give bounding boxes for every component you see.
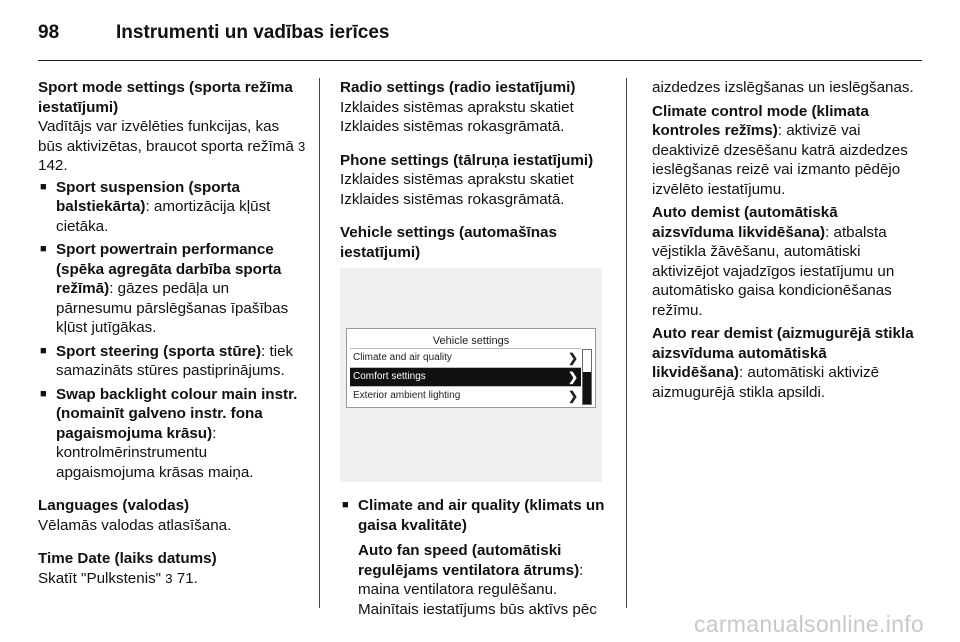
time-date-text: Skatīt "Pulkstenis"	[38, 569, 162, 587]
watermark: carmanualsonline.info	[693, 611, 924, 637]
header-rule	[38, 60, 922, 61]
sport-mode-text: Vadītājs var izvēlēties funkcijas, kas būs aktivizētas, braucot sporta režīmā	[38, 118, 294, 155]
chevron-right-icon: ❯	[567, 370, 578, 384]
auto-fan-heading: Auto fan speed (automātiski regulējams ventilatora ātrums)	[358, 542, 580, 579]
time-date-section	[38, 549, 306, 588]
radio-heading: Radio settings (radio iestatījumi)	[340, 79, 576, 96]
column-3	[652, 78, 914, 406]
radio-section	[340, 78, 612, 137]
climate-control-mode-heading: Climate control mode (klimata kontroles režīms)	[652, 102, 869, 139]
bullet-text: : tiek samazināts stūres pastiprinājums.	[56, 342, 294, 379]
phone-section	[340, 151, 612, 210]
auto-fan-paragraph	[340, 541, 612, 619]
auto-demist-heading: Auto demist (automātiskā aizsvīduma likvidēšana)	[652, 204, 838, 241]
languages-text: Vēlamās valodas atlasīšana.	[38, 516, 232, 534]
page-ref-icon: 3	[298, 138, 306, 154]
menu-item-climate: Climate and air quality ❯	[350, 348, 581, 367]
chevron-right-icon: ❯	[567, 351, 578, 365]
bullet-text: : amortizācija kļūst cietāka.	[56, 198, 271, 235]
sport-mode-ref-page: 142.	[38, 157, 68, 174]
bullet-bold: Sport steering (sporta stūre)	[56, 342, 262, 360]
page-ref-icon: 3	[165, 570, 173, 586]
auto-demist-paragraph	[652, 203, 914, 320]
column-2	[340, 78, 612, 619]
bullet-text: : gāzes pedāļa un pārnesumu pārslēgšanas īpašības kļūst jutīgākas.	[56, 280, 289, 336]
page-title: Instrumenti un vadības ierīces	[116, 22, 390, 43]
bullet-text: : kontrolmērinstrumentu apgaismojuma krāsas maiņa.	[56, 424, 254, 481]
auto-demist-text: : atbalsta vējstikla žāvēšanu, automātiski aktivizējot vajadzīgos iestatījumu un automātisko gaisa kondicionēšanas režīmu.	[652, 223, 895, 319]
sport-mode-section	[38, 78, 306, 482]
time-date-heading: Time Date (laiks datums)	[38, 550, 217, 567]
bullet-item	[38, 342, 306, 381]
bullet-item	[38, 178, 306, 237]
bullet-item	[38, 240, 306, 338]
auto-rear-demist-text: : automātiski aktivizē aizmugurējā stikla apsildi.	[652, 364, 880, 401]
scrollbar-thumb	[583, 372, 591, 404]
display-screen	[346, 328, 596, 408]
vehicle-section	[340, 223, 612, 619]
column-divider-2	[626, 78, 627, 608]
scrollbar	[582, 349, 592, 405]
menu-item-comfort: Comfort settings ❯	[350, 367, 581, 386]
page-header	[38, 22, 389, 44]
auto-fan-text: : maina ventilatora regulēšanu. Mainītais iestatījums būs aktīvs pēc	[358, 561, 597, 618]
climate-control-mode-text: : aktivizē vai deaktivizē dzesēšanu katrā aizdedzes ieslēgšanas reizē vai izmanto pēdējo izvēlēto iestatījumu.	[652, 122, 908, 198]
vehicle-heading: Vehicle settings (automašīnas iestatījumi)	[340, 224, 557, 261]
bullet-bold: Swap backlight colour main instr. (nomainīt galveno instr. fona pagaismojuma krāsu)	[56, 385, 298, 442]
vehicle-settings-screen-image	[340, 268, 602, 482]
column-divider-1	[319, 78, 320, 608]
languages-heading: Languages (valodas)	[38, 497, 190, 514]
phone-heading: Phone settings (tālruņa iestatījumi)	[340, 151, 594, 169]
radio-text: Izklaides sistēmas aprakstu skatiet Izklaides sistēmas rokasgrāmatā.	[340, 98, 574, 135]
climate-control-mode-paragraph	[652, 102, 914, 200]
chevron-right-icon: ❯	[567, 389, 578, 403]
continued-text: aizdedzes izslēgšanas un ieslēgšanas.	[652, 79, 914, 96]
bullet-bold: Sport suspension (sporta balstiekārta)	[56, 178, 240, 215]
time-date-ref-page: 71.	[176, 569, 198, 587]
bullet-bold: Sport powertrain performance (spēka agregāta darbība sporta režīmā)	[56, 241, 282, 297]
languages-section	[38, 496, 306, 535]
phone-text: Izklaides sistēmas aprakstu skatiet Izklaides sistēmas rokasgrāmatā.	[340, 171, 574, 208]
column-1	[38, 78, 306, 602]
bullet-item	[38, 385, 306, 483]
page-number: 98	[38, 22, 60, 43]
auto-rear-demist-paragraph	[652, 324, 914, 402]
menu-item-exterior-lighting: Exterior ambient lighting ❯	[350, 386, 581, 405]
climate-bullet: ■ Climate and air quality (klimats un gaisa kvalitāte)	[340, 496, 612, 535]
auto-rear-demist-heading: Auto rear demist (aizmugurējā stikla aizsvīduma automātiskā likvidēšana)	[652, 325, 914, 381]
screen-title: Vehicle settings	[432, 335, 510, 347]
sport-mode-heading: Sport mode settings (sporta režīma iestatījumi)	[38, 79, 293, 116]
